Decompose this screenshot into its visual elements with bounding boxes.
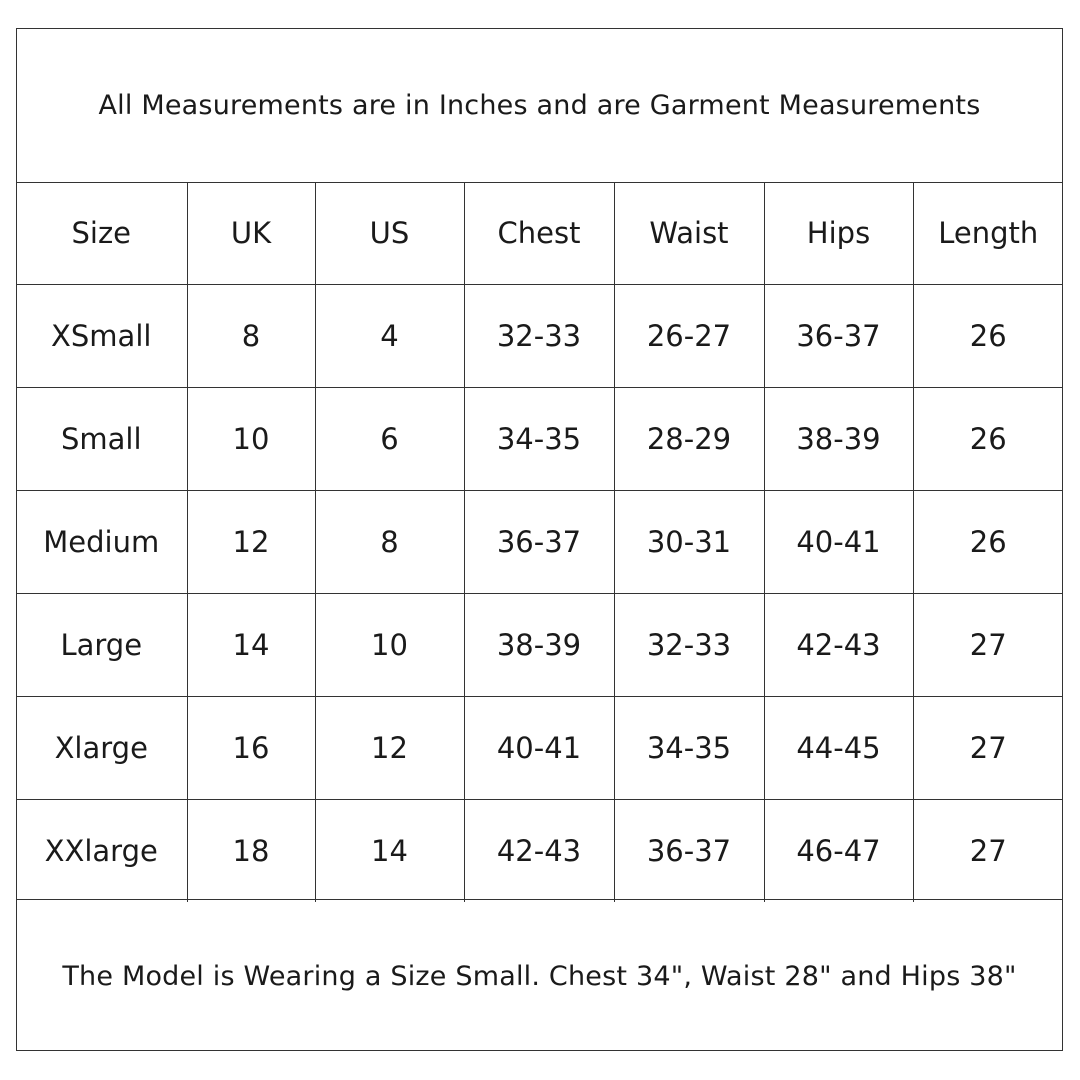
size-cell: Xlarge xyxy=(16,697,187,800)
column-header-hips: Hips xyxy=(764,182,913,285)
waist-cell: 32-33 xyxy=(614,594,764,697)
chest-cell: 36-37 xyxy=(464,491,614,594)
uk-cell: 16 xyxy=(187,697,315,800)
us-cell: 12 xyxy=(315,697,464,800)
table-row xyxy=(16,388,1063,491)
uk-cell: 14 xyxy=(187,594,315,697)
column-header-uk: UK xyxy=(187,182,315,285)
waist-cell: 34-35 xyxy=(614,697,764,800)
us-cell: 8 xyxy=(315,491,464,594)
chest-cell: 38-39 xyxy=(464,594,614,697)
hips-cell: 36-37 xyxy=(764,285,913,388)
table-row xyxy=(16,594,1063,697)
table-row xyxy=(16,491,1063,594)
model-size-note: The Model is Wearing a Size Small. Chest 34", Waist 28" and Hips 38" xyxy=(17,899,1062,1052)
us-cell: 6 xyxy=(315,388,464,491)
length-cell: 26 xyxy=(913,491,1063,594)
hips-cell: 40-41 xyxy=(764,491,913,594)
waist-cell: 36-37 xyxy=(614,800,764,903)
uk-cell: 12 xyxy=(187,491,315,594)
waist-cell: 30-31 xyxy=(614,491,764,594)
table-row xyxy=(16,800,1063,903)
measurement-note: All Measurements are in Inches and are Garment Measurements xyxy=(17,29,1062,183)
chest-cell: 42-43 xyxy=(464,800,614,903)
uk-cell: 10 xyxy=(187,388,315,491)
waist-cell: 28-29 xyxy=(614,388,764,491)
us-cell: 14 xyxy=(315,800,464,903)
length-cell: 26 xyxy=(913,388,1063,491)
hips-cell: 42-43 xyxy=(764,594,913,697)
uk-cell: 18 xyxy=(187,800,315,903)
size-cell: XSmall xyxy=(16,285,187,388)
column-header-waist: Waist xyxy=(614,182,764,285)
size-cell: Large xyxy=(16,594,187,697)
length-cell: 26 xyxy=(913,285,1063,388)
size-cell: Small xyxy=(16,388,187,491)
hips-cell: 46-47 xyxy=(764,800,913,903)
header-row xyxy=(16,182,1063,285)
column-header-us: US xyxy=(315,182,464,285)
size-chart xyxy=(16,28,1063,1051)
length-cell: 27 xyxy=(913,594,1063,697)
column-header-chest: Chest xyxy=(464,182,614,285)
size-cell: Medium xyxy=(16,491,187,594)
hips-cell: 44-45 xyxy=(764,697,913,800)
hips-cell: 38-39 xyxy=(764,388,913,491)
us-cell: 4 xyxy=(315,285,464,388)
size-cell: XXlarge xyxy=(16,800,187,903)
uk-cell: 8 xyxy=(187,285,315,388)
column-header-size: Size xyxy=(16,182,187,285)
chest-cell: 32-33 xyxy=(464,285,614,388)
waist-cell: 26-27 xyxy=(614,285,764,388)
length-cell: 27 xyxy=(913,697,1063,800)
size-table xyxy=(16,182,1063,902)
table-row xyxy=(16,697,1063,800)
chest-cell: 40-41 xyxy=(464,697,614,800)
column-header-length: Length xyxy=(913,182,1063,285)
us-cell: 10 xyxy=(315,594,464,697)
length-cell: 27 xyxy=(913,800,1063,903)
table-row xyxy=(16,285,1063,388)
chest-cell: 34-35 xyxy=(464,388,614,491)
